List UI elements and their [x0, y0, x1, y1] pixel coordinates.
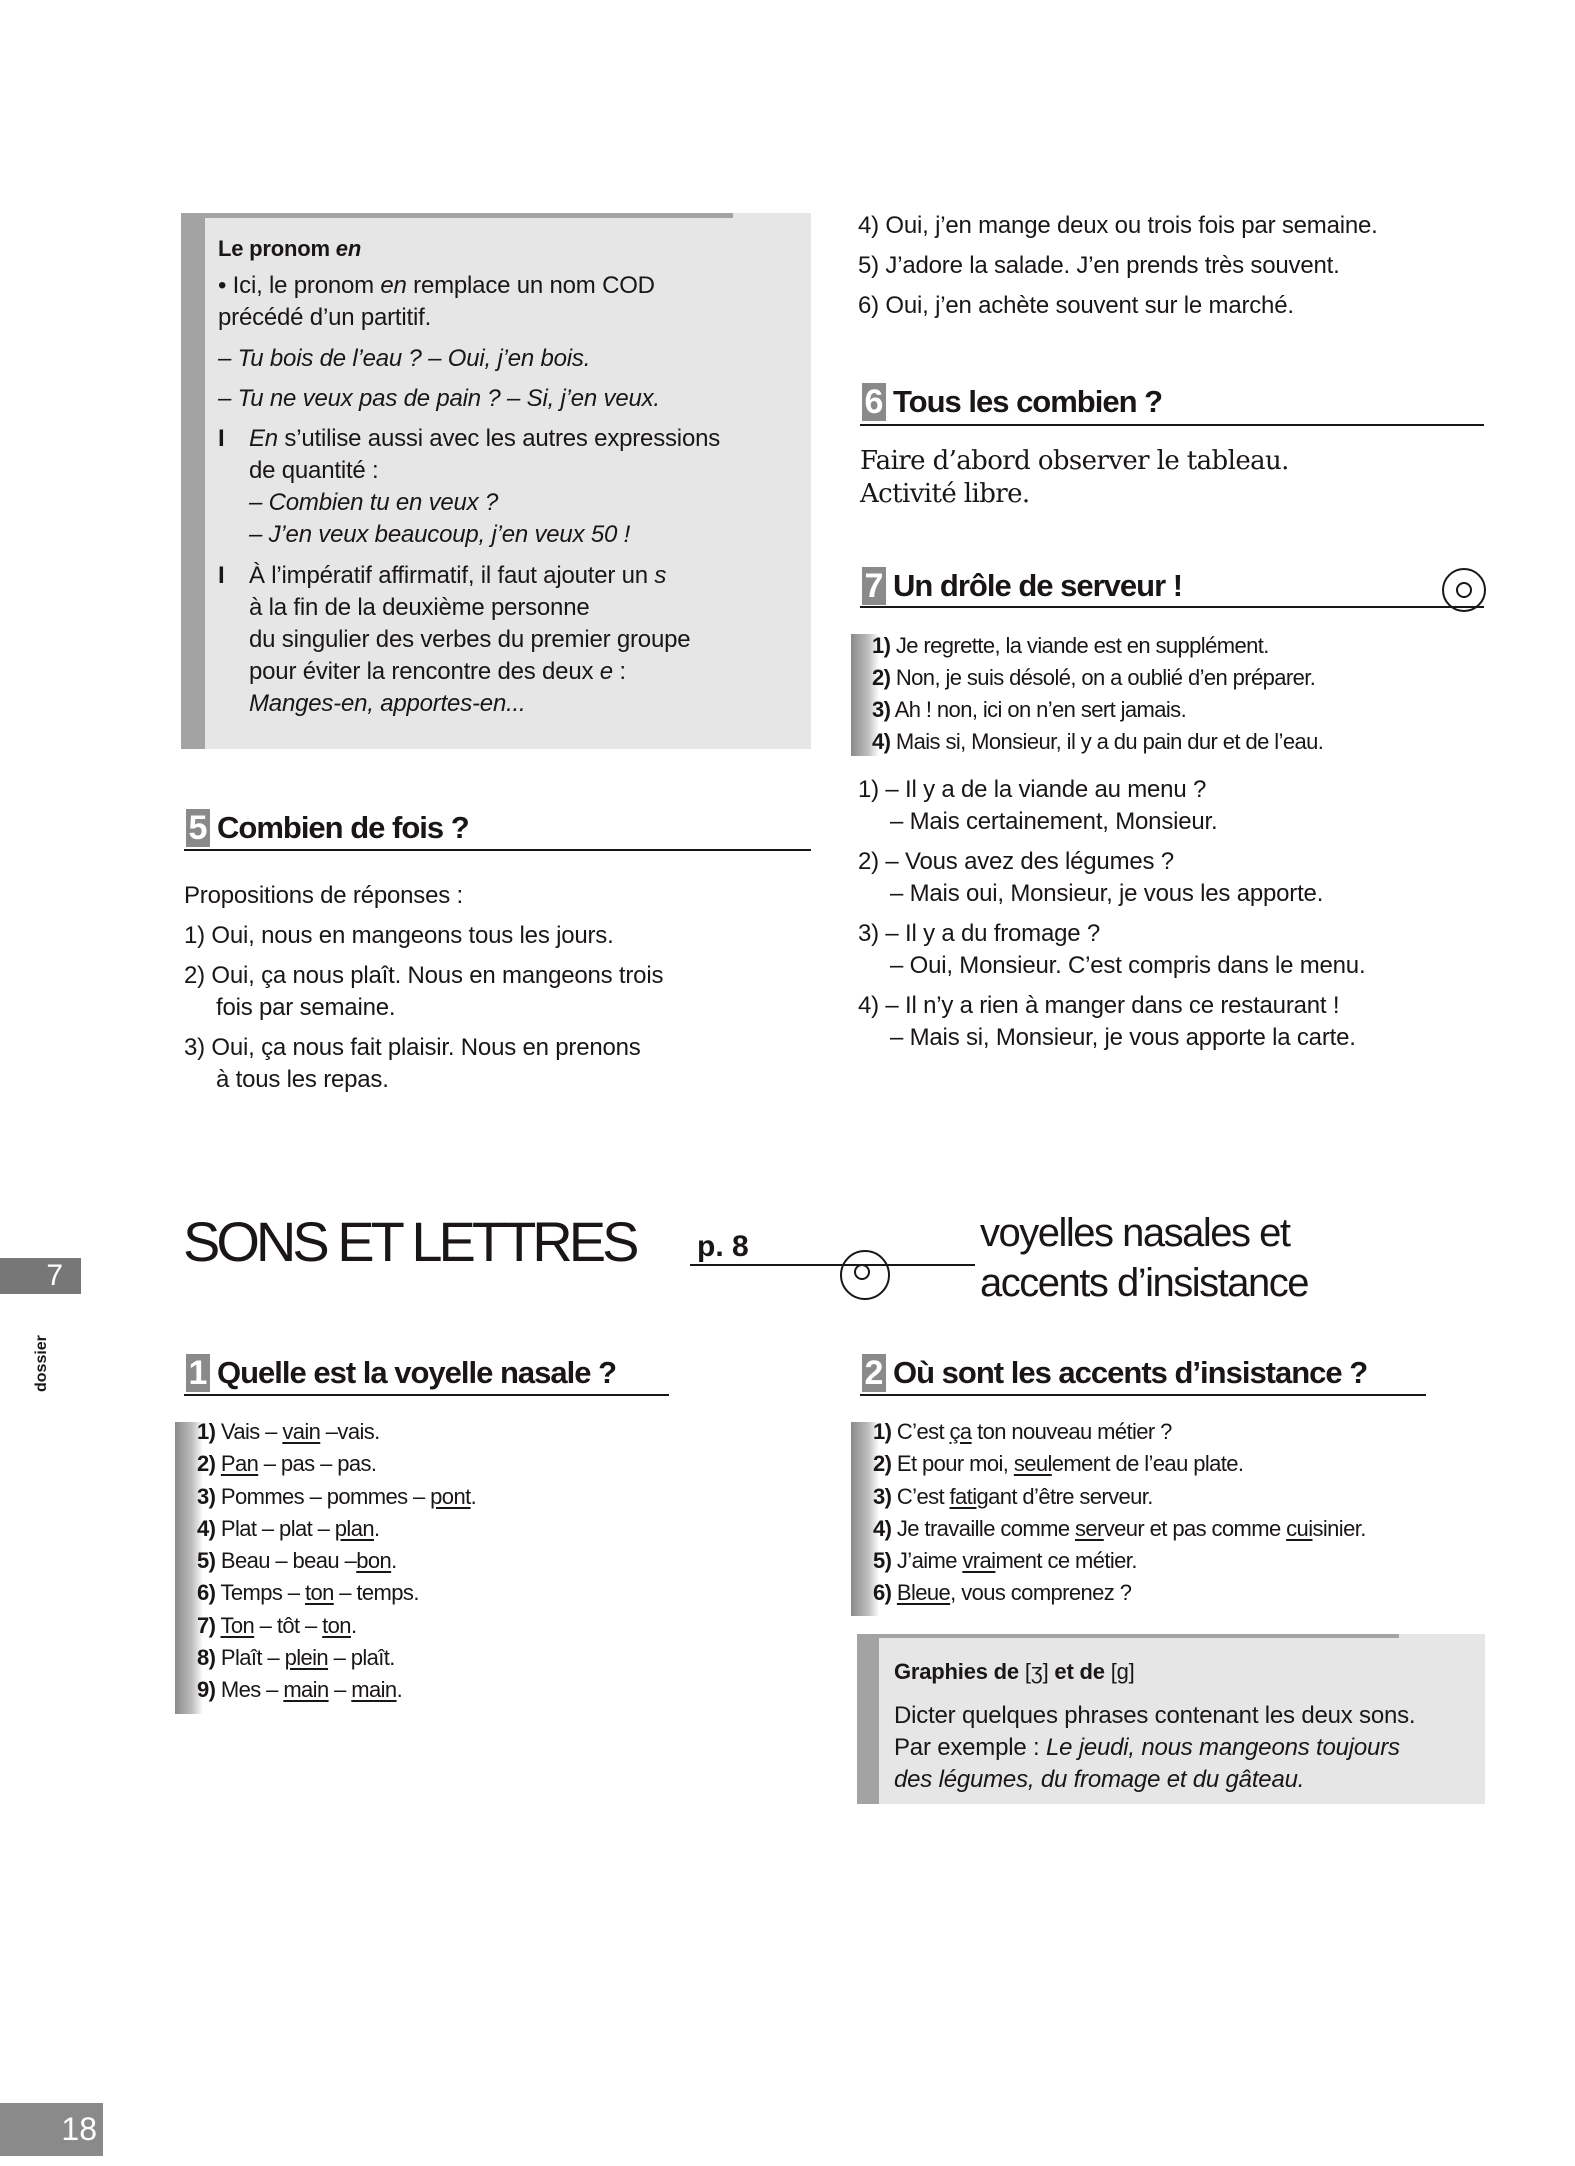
item-text: – plaît.: [328, 1645, 395, 1671]
grammar-p2-cont: de quantité :: [249, 457, 379, 484]
item-text: Vais –: [215, 1419, 283, 1444]
stressed-syllable: ça: [949, 1419, 972, 1444]
grammar-title: Le pronom en: [218, 236, 362, 261]
section-title: Tous les combien ?: [893, 384, 1163, 419]
stressed-syllable: ser: [1075, 1515, 1104, 1541]
answer-item: [197, 1513, 476, 1545]
stressed-syllable: bon: [356, 1548, 392, 1574]
section-6-heading: [862, 381, 1162, 423]
dialog-item: [858, 918, 1365, 982]
answer-item: 4) Oui, j’en mange deux ou trois fois par semaine.: [858, 212, 1378, 239]
graphies-line: des légumes, du fromage et du gâteau.: [894, 1766, 1305, 1793]
stressed-syllable: ton: [322, 1612, 351, 1638]
answer-item: [872, 694, 1323, 726]
item-text: Pommes – pommes –: [215, 1483, 431, 1509]
grammar-example-1: – Tu bois de l’eau ? – Oui, j’en bois.: [218, 345, 591, 372]
section-title: Où sont les accents d’insistance ?: [893, 1355, 1368, 1390]
answer-item: [873, 1416, 1366, 1448]
item-number: 5): [873, 1548, 892, 1574]
item-text: Temps –: [215, 1580, 305, 1606]
item-text: .: [374, 1515, 380, 1541]
dialog-question: 3) – Il y a du fromage ?: [858, 920, 1100, 947]
graphies-note-box: [857, 1634, 1485, 1804]
proposition-item: 1) Oui, nous en mangeons tous les jours.: [184, 922, 614, 949]
proposition-item: 2) Oui, ça nous plaît. Nous en mangeons trois: [184, 962, 664, 989]
section-title: Quelle est la voyelle nasale ?: [217, 1355, 617, 1390]
dialog-item: [858, 846, 1365, 910]
sons-subtitle: accents d’insistance: [980, 1261, 1308, 1305]
item-text: – temps.: [333, 1580, 419, 1606]
section-5-heading: [186, 807, 469, 849]
grammar-note-box: [181, 213, 811, 749]
stressed-syllable: plan: [334, 1515, 374, 1541]
instruction-text: Activité libre.: [860, 479, 1030, 509]
s1-heading: [186, 1352, 616, 1394]
graphies-line: Par exemple : Le jeudi, nous mangeons toujours: [894, 1734, 1400, 1761]
stressed-syllable: seul: [1013, 1451, 1052, 1477]
item-text: veur et pas comme: [1103, 1515, 1287, 1541]
item-text: .: [391, 1548, 397, 1574]
section-number: 2: [862, 1354, 886, 1392]
item-text: – tôt –: [254, 1612, 323, 1638]
stressed-syllable: main: [283, 1677, 329, 1703]
page-number: 18: [61, 2111, 97, 2147]
grammar-p2-example-2: – J’en veux beaucoup, j’en veux 50 !: [249, 521, 631, 548]
section-number: 7: [862, 567, 886, 605]
bullet-marker: I: [218, 562, 225, 589]
item-number: 4): [197, 1515, 216, 1541]
item-text: –: [328, 1677, 352, 1703]
stressed-syllable: plein: [284, 1645, 329, 1671]
dossier-label: dossier: [33, 1335, 50, 1392]
proposition-item: 3) Oui, ça nous fait plaisir. Nous en prenons: [184, 1034, 641, 1061]
item-number: 1): [197, 1419, 216, 1444]
answer-item: [872, 726, 1323, 758]
item-text: J’aime: [891, 1548, 963, 1574]
item-number: 6): [873, 1580, 892, 1606]
answer-item: [873, 1448, 1366, 1480]
item-number: 2): [197, 1451, 216, 1477]
grammar-p1: • Ici, le pronom en remplace un nom COD: [218, 272, 655, 299]
item-text: Mais si, Monsieur, il y a du pain dur et de l’eau.: [890, 729, 1324, 754]
item-text: Je regrette, la viande est en supplément.: [890, 633, 1269, 658]
answer-key-list: [873, 1416, 1366, 1610]
dialog-question: 2) – Vous avez des légumes ?: [858, 848, 1174, 875]
item-number: 4): [873, 1515, 892, 1541]
answer-item: [873, 1577, 1366, 1609]
s2-heading: [862, 1352, 1367, 1394]
box-accent-bar: [857, 1634, 879, 1804]
answer-item: [872, 662, 1323, 694]
grammar-p3-example: Manges-en, apportes-en...: [249, 690, 526, 717]
item-text: , vous comprenez ?: [950, 1580, 1132, 1606]
answer-item: [197, 1674, 476, 1706]
grammar-p1-cont: précédé d’un partitif.: [218, 304, 432, 331]
section-number: 6: [862, 383, 886, 421]
grammar-p3-line4: pour éviter la rencontre des deux e :: [249, 658, 626, 685]
answer-item: [197, 1448, 476, 1480]
item-text: C’est: [891, 1419, 950, 1444]
dialog-item: [858, 990, 1365, 1054]
answer-item: [197, 1577, 476, 1609]
stressed-syllable: Bleue: [896, 1580, 951, 1606]
stressed-syllable: main: [351, 1677, 397, 1703]
item-number: 3): [873, 1483, 892, 1509]
section-number: 5: [186, 809, 210, 847]
item-text: Beau – beau –: [215, 1548, 357, 1574]
heading-underline: [184, 1394, 669, 1396]
dialog-answer: – Oui, Monsieur. C’est compris dans le menu.: [890, 952, 1366, 979]
stressed-syllable: ton: [304, 1580, 334, 1606]
item-number: 9): [197, 1677, 216, 1703]
item-text: C’est: [891, 1483, 950, 1509]
grammar-p3-line2: à la fin de la deuxième personne: [249, 594, 590, 621]
item-text: – pas – pas.: [258, 1451, 377, 1477]
grammar-p3-line3: du singulier des verbes du premier groupe: [249, 626, 691, 653]
grammar-p2: En s’utilise aussi avec les autres expressions: [249, 425, 721, 452]
dialog-answer: – Mais oui, Monsieur, je vous les apporte.: [890, 880, 1324, 907]
answer-item: [197, 1545, 476, 1577]
stressed-syllable: fati: [949, 1483, 977, 1509]
stressed-syllable: vrai: [962, 1548, 996, 1574]
answer-item: [197, 1481, 476, 1513]
item-text: Et pour moi,: [891, 1451, 1014, 1477]
page-number-tab: [0, 2103, 103, 2156]
sons-subtitle: voyelles nasales et: [980, 1211, 1290, 1255]
stressed-syllable: Ton: [220, 1612, 255, 1638]
section-number: 1: [186, 1354, 210, 1392]
item-number: 7): [197, 1612, 216, 1638]
dialog-answer: – Mais si, Monsieur, je vous apporte la carte.: [890, 1024, 1356, 1051]
heading-underline: [860, 1394, 1426, 1396]
item-number: 4): [872, 729, 891, 754]
answer-item: 6) Oui, j’en achète souvent sur le marché.: [858, 292, 1294, 319]
title-underline: [690, 1264, 975, 1266]
dossier-tab: [0, 1258, 81, 1294]
item-number: 1): [873, 1419, 892, 1444]
answer-item: [872, 630, 1323, 662]
item-text: Non, je suis désolé, on a oublié d’en préparer.: [890, 665, 1316, 690]
item-number: 3): [197, 1483, 216, 1509]
dialog-item: [858, 774, 1365, 838]
propositions-intro: Propositions de réponses :: [184, 882, 463, 909]
dialog-question: 4) – Il n’y a rien à manger dans ce restaurant !: [858, 992, 1340, 1019]
item-text: ment ce métier.: [995, 1548, 1137, 1574]
item-text: ton nouveau métier ?: [971, 1419, 1172, 1444]
proposition-item-cont: fois par semaine.: [216, 994, 396, 1021]
section-title: Combien de fois ?: [217, 810, 469, 845]
audio-cd-icon[interactable]: [840, 1250, 890, 1300]
box-top-line: [205, 213, 733, 218]
grammar-p3: À l’impératif affirmatif, il faut ajouter un s: [249, 562, 667, 589]
grammar-example-2: – Tu ne veux pas de pain ? – Si, j’en veux.: [218, 385, 660, 412]
item-number: 1): [872, 633, 891, 658]
item-text: Mes –: [215, 1677, 284, 1703]
sons-et-lettres-title: SONS ET LETTRES: [183, 1210, 636, 1273]
stressed-syllable: cui: [1286, 1515, 1313, 1541]
item-number: 6): [197, 1580, 216, 1606]
item-text: Plat – plat –: [215, 1515, 335, 1541]
answer-item: [873, 1481, 1366, 1513]
item-text: .: [396, 1677, 403, 1703]
answer-key-list: [197, 1416, 476, 1707]
item-number: 8): [197, 1645, 216, 1671]
dossier-number: 7: [46, 1259, 63, 1292]
stressed-syllable: vain: [282, 1419, 321, 1444]
item-text: .: [470, 1483, 477, 1509]
answer-item: [197, 1610, 476, 1642]
item-number: 3): [872, 697, 891, 722]
item-text: Ah ! non, ici on n’en sert jamais.: [890, 697, 1187, 722]
item-text: sinier.: [1312, 1515, 1366, 1541]
item-text: Plaît –: [215, 1645, 285, 1671]
box-top-line: [879, 1634, 1399, 1638]
page-reference: p. 8: [697, 1230, 749, 1263]
answer-item: [197, 1642, 476, 1674]
heading-underline: [860, 424, 1484, 426]
bullet-marker: I: [218, 425, 225, 452]
item-text: .: [350, 1612, 357, 1638]
item-text: gant d’être serveur.: [976, 1483, 1153, 1509]
stressed-syllable: pont: [430, 1483, 471, 1509]
item-text: ement de l’eau plate.: [1051, 1451, 1244, 1477]
dialog-list: [858, 774, 1365, 1062]
answer-item: [197, 1416, 476, 1448]
item-text: –vais.: [320, 1419, 380, 1444]
heading-underline: [184, 849, 811, 851]
item-number: 5): [197, 1548, 216, 1574]
grammar-p2-example-1: – Combien tu en veux ?: [249, 489, 499, 516]
graphies-line: Dicter quelques phrases contenant les deux sons.: [894, 1702, 1416, 1729]
stressed-syllable: Pan: [220, 1451, 259, 1477]
answer-item: 5) J’adore la salade. J’en prends très souvent.: [858, 252, 1340, 279]
answer-item: [873, 1513, 1366, 1545]
answer-item: [873, 1545, 1366, 1577]
section-7-heading: [862, 565, 1182, 607]
dialog-answer: – Mais certainement, Monsieur.: [890, 808, 1218, 835]
dialog-question: 1) – Il y a de la viande au menu ?: [858, 776, 1207, 803]
item-number: 2): [873, 1451, 892, 1477]
graphies-title: Graphies de [ʒ] et de [g]: [894, 1659, 1135, 1684]
instruction-text: Faire d’abord observer le tableau.: [860, 446, 1289, 476]
answer-key-list: [872, 630, 1323, 758]
box-accent-bar: [181, 213, 205, 749]
proposition-item-cont: à tous les repas.: [216, 1066, 389, 1093]
section-title: Un drôle de serveur !: [893, 568, 1183, 603]
item-number: 2): [872, 665, 891, 690]
heading-underline: [860, 606, 1484, 608]
item-text: Je travaille comme: [891, 1515, 1075, 1541]
